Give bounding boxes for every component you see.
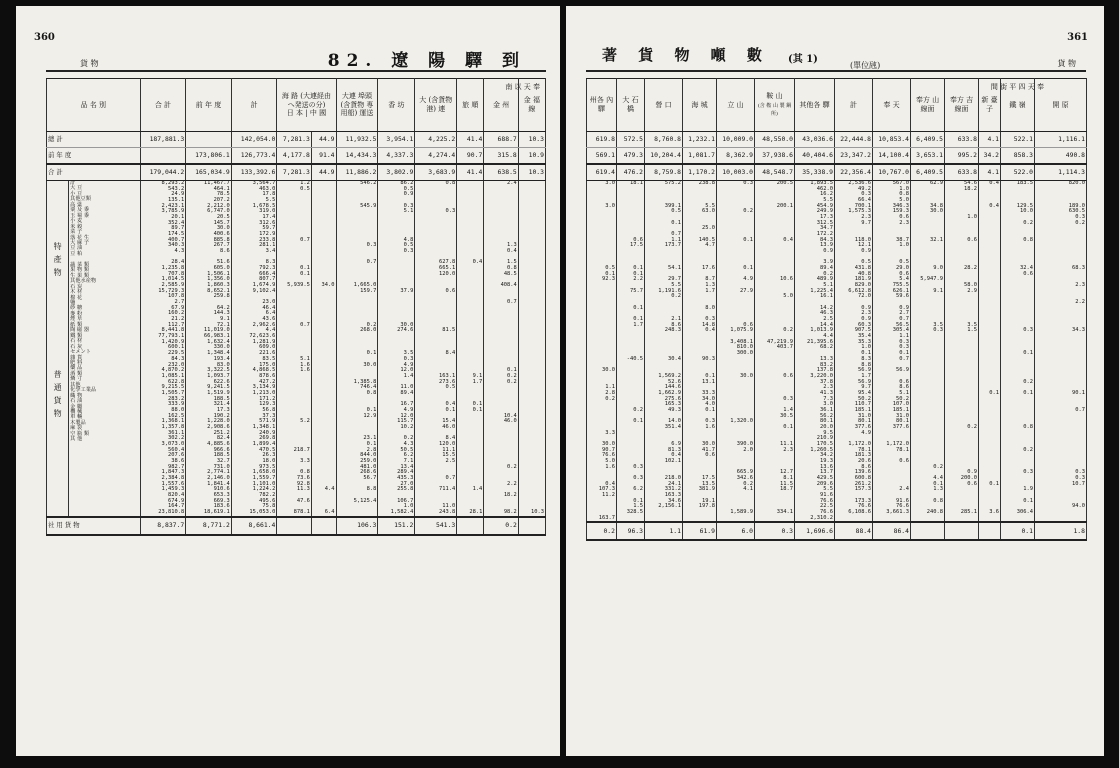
cell: 6,409.5 (911, 132, 945, 148)
cell: 91.4 (311, 148, 336, 165)
cell: 7,281.3 (277, 132, 311, 148)
cell: 6,409.5 (911, 164, 945, 181)
col-values: 238.8 5.5 63.0 25.0 140.5 4.7 17.6 8.7 1.3 1.7 8.0 0.3 14.8 0.4 90.3 0.1 13.1 33.3 34.0 4.0 0.1 0.3 1.6 30.0 41.7 0.6 17.5 13.5 381.9 19.1 197.8 (683, 181, 717, 523)
cell: 8,759.8 (645, 164, 683, 181)
cell: 10,003.0 (717, 164, 755, 181)
col-sea-values: 3,564.7 463.0 17.8 5.5 1,678.5 319.0 17.4 312.6 59.7 172.9 233.8 281.1 3.4 8.3 792.3 666.4 807.7 1,674.9 9,102.4 23.0 46.4 6.4 43.6 2,962.6 4.4 72,623.6 1,281.9 609.0 221.6 83.5 175.0 4,868.5 878.6 427.2 3,134.9 1,213.0 171.2 129.3 56.8 37.3 571.9 1,348.1 240.9 269.8 1,899.4 470.5 26.3 18.0 973.5 1,658.0 1,559.7 1,101.0 1,224.2 782.2 495.6 75.8 15,053.0 (231, 181, 277, 517)
col-head-lushun: 旅 順 (457, 79, 484, 132)
col-head: 奉 天 (873, 79, 911, 132)
col-values: 18.1 0.6 17.5 0.1 0.1 2.2 75.7 0.1 0.1 1.7 -40.5 0.2 0.1 0.3 0.3 6.2 0.1 1.5 328.5 (617, 181, 645, 523)
col-head-anshan: 鞍 山 (766, 91, 783, 100)
cell: 96.3 (617, 522, 645, 540)
cell (945, 522, 979, 540)
cell: 1,116.1 (1035, 132, 1087, 148)
cell: 43,036.6 (795, 132, 835, 148)
col-head: 其他各 驛 (795, 79, 835, 132)
cell: 4,225.2 (415, 132, 457, 148)
cell: 86.4 (873, 522, 911, 540)
col-head: 奉方 吉 線面 (945, 79, 979, 132)
cell: 6.0 (717, 522, 755, 540)
title-text-left: 遼 陽 驛 到 (391, 51, 526, 71)
col-lushun-values: 0.4 9.1 1.7 0.1 0.1 1.4 28.1 (457, 181, 484, 517)
col-values: 0.3 0.2 0.1 0.1 4.9 27.9 0.6 1,075.9 3,408.1 810.0 300.0 30.0 1,320.0 390.0 2.0 665.9 342.6 0.2 4.1 1,589.9 (717, 181, 755, 523)
cell: 569.1 (587, 148, 617, 165)
col-dalian2-values: 0.8 0.3 627.8 665.1 120.0 0.6 81.5 8.4 163.1 273.6 0.5 0.4 0.1 15.4 46.0 8.4 120.0 11.1 15.5 2.5 0.7 711.4 11.0 243.8 (415, 181, 457, 517)
cell: 4,177.8 (277, 148, 311, 165)
col-values: 567.0 1.0 0.8 5.0 346.3 159.3 0.6 2.3 38.7 1.0 0.5 29.0 0.6 5.4 755.5 626.1 59.6 0.9 2.7 0.7 56.5 305.4 1.1 0.3 0.3 0.1 0.7 56.9 0.6 8.6 5.1 50.2 107.0 185.1 31.0 80.1 377.6 1,172.0 78.1 0.6 2.4 91.6 76.6 3,661.3 (873, 181, 911, 523)
cell: 522.1 (1001, 132, 1035, 148)
cell: 106.3 (336, 517, 378, 535)
col-head: 州各 內驛 (587, 79, 617, 132)
cell: 4,337.3 (378, 148, 415, 165)
col-prev-values: 11,467.7 464.1 78.5 207.2 2,212.0 6,747.0 20.5 145.7 30.0 400.6 885.8 267.7 8.6 51.6 605.0 1,506.1 1,356.0 1,860.3 8,652.1 259.8 64.2 144.3 9.1 72.1 11,019.0 66,983.1 1,632.4 330.0 1,348.4 193.4 83.0 3,322.5 1,093.7 622.6 9,241.5 1,519.9 188.5 321.4 17.3 190.2 1,228.0 2,908.6 251.2 82.4 4,885.6 966.6 188.5 32.7 731.0 2,774.1 2,146.0 1,841.4 910.6 653.3 669.3 183.6 18,619.1 (186, 181, 232, 517)
group-general-goods: 普 通 貨 物 (53, 370, 62, 418)
cell: 1,696.6 (795, 522, 835, 540)
cell (518, 517, 545, 535)
cell: 10,767.0 (873, 164, 911, 181)
footer-row-left (47, 517, 546, 535)
cell (186, 132, 232, 148)
cell (457, 517, 484, 535)
cell: 522.0 (1001, 164, 1035, 181)
summary-row-prev (47, 148, 546, 165)
cell: 8,362.9 (717, 148, 755, 165)
cell: 10.3 (518, 164, 545, 181)
group-special-products: 特 產 物 (53, 242, 62, 277)
cell: 1.1 (645, 522, 683, 540)
col-head-item: 品 名 別 (47, 79, 141, 132)
col-dalian-values: 546.2 545.9 0.3 0.7 1,665.0 159.7 0.2 268.0 0.1 30.0 1,385.8 746.4 0.8 0.1 12.9 23.1 0.1 2.8 844.0 259.0 481.0 268.6 56.7 8.8 5,125.4 (336, 181, 378, 517)
header-row-left (47, 79, 546, 132)
cell: 3,954.1 (378, 132, 415, 148)
seaport-jp-label: 日 本 (286, 109, 304, 118)
col-values: 1,893.5 462.0 16.2 5.5 454.9 249.9 17.3 312.5 34.7 172.2 84.3 13.9 0.9 3.9 89.4 0.2 489.9 5.1 1,225.4 16.1 14.2 46.3 2.5 14.4 1,013.9 4.4 21,395.6 68.2 13.3 83.2 137.8 3,220.0 37.8 2.3 41.3 7.3 3.0 36.1 56.2 80.1 20.0 9.5 210.9 170.5 1,260.5 34.2 19.3 13.6 13.7 429.5 209.6 5.5 91.6 76.6 22.5 76.6 2,310.2 (795, 181, 835, 523)
col-head-sea-total: 計 (231, 79, 277, 132)
body-row-right (587, 181, 1087, 523)
cell: 490.8 (1035, 148, 1087, 165)
cell: 0.1 (1001, 522, 1035, 540)
cell: 61.9 (683, 522, 717, 540)
cell: 479.3 (617, 148, 645, 165)
cell: 8,661.4 (231, 517, 277, 535)
cell: 638.5 (484, 164, 518, 181)
cell: 151.2 (378, 517, 415, 535)
summary-row-total (47, 132, 546, 148)
col-head-jinxian: 金 福 線 (518, 79, 545, 132)
col-jinxian-values: 10.3 (518, 181, 545, 517)
col-head: 開 原 (1035, 79, 1087, 132)
running-head-left: 貨 物 (80, 59, 99, 68)
cell: 8,760.8 (645, 132, 683, 148)
cell: 541.3 (415, 517, 457, 535)
top-rule-right (586, 70, 1086, 72)
cell: 0.2 (587, 522, 617, 540)
col-values: 200.5 200.1 0.4 10.6 5.0 0.2 47,219.9 403.7 0.6 0.3 1.4 30.5 0.1 11.1 2.3 12.7 8.1 11.5 18.7 334.1 (755, 181, 795, 523)
cell: 0.2 (484, 517, 518, 535)
body-row-left (47, 181, 546, 517)
cell: 995.2 (945, 148, 979, 165)
freight-table-left (46, 78, 546, 536)
cell: 41.4 (457, 164, 484, 181)
cell: 14,100.4 (873, 148, 911, 165)
top-rule-left (46, 70, 546, 72)
region-header-left: 南 以 天 奉 (505, 83, 540, 91)
cell: 44.9 (311, 132, 336, 148)
summary-label: 前 年 度 (47, 148, 141, 165)
part-label: (其 1) (788, 54, 818, 65)
cell: 10,853.4 (873, 132, 911, 148)
col-head: 計 (835, 79, 873, 132)
item-names: 計 大 豆 小 豆 其他豆類 高 粱 粟 及 黍 玉 蜀 黍 小 麦 米 穀 菜 子 落 花 生 大 麻 子 豆 油 豆 粕 蔬 菜 類 果 物 類 生 果 類 其他水産物 石 炭 木 材 棉 花 鹽 砂 糖 麥 粉 煙 草 紙 類 陶 磁 器 鐵 類 石 材 石 灰 セメント 雜 貨 肥 料 藥 品 酒 類 燐 寸 其他 化學工業品 織 物 石 油 金 屬 機 械 車 輛 木製品 麻 袋 空 瓶 類 其 他 (69, 181, 140, 517)
col-head: 大 石 橋 (617, 79, 645, 132)
region-header-right: 間 街 平 四 天 奉 (990, 83, 1044, 91)
col-head (755, 79, 795, 132)
right-page (566, 6, 1104, 756)
summary-row-subtotal (47, 164, 546, 181)
cell: 37,938.6 (755, 148, 795, 165)
header-row-right (587, 79, 1087, 132)
cell: 7,281.3 (277, 164, 311, 181)
col-values: 820.0 189.0 630.5 0.3 0.2 68.3 2.3 2.2 34.3 90.1 0.7 0.3 0.3 10.7 94.0 (1035, 181, 1087, 523)
cell: 10.9 (518, 148, 545, 165)
cell: 3,683.9 (415, 164, 457, 181)
cell: 8,771.2 (186, 517, 232, 535)
cell: 1.8 (1035, 522, 1087, 540)
table-title-left (328, 46, 526, 71)
col-head-prev: 前 年 度 (186, 79, 232, 132)
group-labels (47, 181, 69, 517)
col-total-values: 8,293.2 543.2 24.9 135.1 2,423.1 3,785.9 20.1 352.4 89.7 174.5 400.7 340.3 4.3 28.4 1,235.8 707.8 1,014.5 2,585.9 15,729.3 107.8 2.7 67.9 160.2 21.2 112.7 8,441.8 77,793.1 1,420.9 600.1 229.5 84.3 232.0 4,870.2 1,085.1 622.8 9,215.5 1,505.7 283.2 333.9 88.0 162.5 1,368.1 1,357.8 361.1 302.2 3,073.0 560.4 207.6 38.6 982.7 1,847.3 2,384.8 1,557.6 1,459.3 820.4 674.9 164.7 23,810.8 (140, 181, 186, 517)
col-head-dalian2: 大 (含貨物 港) 連 (415, 79, 457, 132)
col-cn-values: 34.0 4.4 6.4 (311, 181, 336, 517)
freight-table-right (586, 78, 1087, 541)
cell: 0.3 (755, 522, 795, 540)
col-values: 575.2 399.1 0.5 0.1 0.7 1.1 173.7 54.1 29.7 5.5 1,191.6 0.2 2.1 8.6 248.3 30.4 1,569.2 52.6 144.6 1,662.9 275.6 165.3 49.3 14.0 351.4 6.9 81.3 0.4 102.1 218.0 24.1 331.2 163.3 34.6 2,156.1 (645, 181, 683, 523)
col-head: 營 口 (645, 79, 683, 132)
cell: 88.4 (835, 522, 873, 540)
col-xiangfang-values: 86.2 0.5 0.9 0.3 5.1 4.8 0.5 0.3 37.9 30.0 274.6 3.5 0.3 4.9 12.0 1.4 11.0 89.4 16.7 4.9 12.0 115.7 10.2 0.2 4.3 50.5 6.2 7.1 13.4 289.4 435.3 27.0 255.8 106.7 1.0 1,582.4 (378, 181, 415, 517)
cell: 4,274.4 (415, 148, 457, 165)
col-head: 鐵 嶺 (1001, 79, 1035, 132)
cell: 40,404.6 (795, 148, 835, 165)
col-head-dalian: 大連 埠頭 (含貨物 専用船) 運送 (336, 79, 378, 132)
cell: 48,550.0 (755, 132, 795, 148)
cell: 3,802.9 (378, 164, 415, 181)
cell: 10,009.0 (717, 132, 755, 148)
cell: 858.3 (1001, 148, 1035, 165)
page-number-right: 361 (1067, 32, 1088, 43)
cell: 315.8 (484, 148, 518, 165)
cell: 44.9 (311, 164, 336, 181)
col-values: 183.5 129.5 10.0 0.2 0.8 32.4 0.6 0.3 0.1 0.2 0.1 0.8 0.2 0.3 1.9 0.1 306.4 (1001, 181, 1035, 523)
cell: 4.1 (979, 164, 1001, 181)
summary-label: 合 計 (47, 164, 141, 181)
col-values: 0.4 0.4 0.1 0.1 3.6 (979, 181, 1001, 523)
cell: 633.8 (945, 132, 979, 148)
summary-row-prev-right (587, 148, 1087, 165)
cell: 41.4 (457, 132, 484, 148)
cell: 173,806.1 (186, 148, 232, 165)
cell: 35,338.9 (795, 164, 835, 181)
page-number-left: 360 (34, 32, 55, 43)
cell: 14,434.3 (336, 148, 378, 165)
col-head: 立 山 (717, 79, 755, 132)
cell: 572.5 (617, 132, 645, 148)
cell: 619.8 (587, 132, 617, 148)
cell: 633.8 (945, 164, 979, 181)
cell: 688.7 (484, 132, 518, 148)
table-number: 82. (327, 51, 379, 71)
col-values: 54.6 18.2 1.0 0.6 28.2 58.0 2.9 3.5 1.5 0.2 0.9 200.0 0.6 285.1 (945, 181, 979, 523)
col-head-anshan-note: (含 鞍 山 製 鋼 所) (757, 102, 792, 118)
cell (311, 517, 336, 535)
summary-row-subtotal-right (587, 164, 1087, 181)
cell: 1,170.2 (683, 164, 717, 181)
cell: 1,114.3 (1035, 164, 1087, 181)
cell (911, 522, 945, 540)
footer-label: 社 用 貨 物 (47, 517, 141, 535)
running-head-right: 貨 物 (1057, 59, 1076, 68)
cell: 11,932.5 (336, 132, 378, 148)
cell: 22,444.8 (835, 132, 873, 148)
cell: 1,081.7 (683, 148, 717, 165)
cell: 10,204.4 (645, 148, 683, 165)
cell: 48,548.7 (755, 164, 795, 181)
table-title-right: 著 貨 物 噸 數 (602, 46, 770, 64)
col-values: 3.0 3.0 0.5 0.1 92.3 30.0 1.1 2.8 0.2 3.3 30.0 90.7 76.6 5.0 1.6 0.4 107.3 11.2 163.7 (587, 181, 617, 523)
cell: 165,034.9 (186, 164, 232, 181)
cell (277, 517, 311, 535)
footer-row-right (587, 522, 1087, 540)
cell: 476.2 (617, 164, 645, 181)
left-page (16, 6, 560, 756)
cell: 11,886.2 (336, 164, 378, 181)
cell: 142,054.0 (231, 132, 277, 148)
col-jp-values: 1.2 0.5 0.7 0.1 0.1 5,939.5 0.7 5.1 1.6 1.6 5.2 218.7 3.3 0.8 73.6 92.8 11.3 47.6 878.1 (277, 181, 311, 517)
cell: 179,044.2 (140, 164, 186, 181)
cell: 34.2 (979, 148, 1001, 165)
cell: 90.7 (457, 148, 484, 165)
summary-row-total-right (587, 132, 1087, 148)
col-head: 奉方 山 線面 (911, 79, 945, 132)
col-head: 新 臺 子 (979, 79, 1001, 132)
cell: 10.3 (518, 132, 545, 148)
cell: 126,773.4 (231, 148, 277, 165)
col-jinzhou-values: 2.4 1.3 0.4 1.5 0.8 48.5 408.4 0.7 0.1 0.2 0.2 10.4 46.0 0.2 2.2 18.2 98.2 (484, 181, 518, 517)
col-values: 62.9 34.8 30.0 32.1 9.0 5,947.9 9.1 3.5 0.3 0.2 4.4 0.1 1.3 0.8 240.8 (911, 181, 945, 523)
seaport-cn-label: 中 國 (309, 109, 327, 118)
cell (979, 522, 1001, 540)
cell: 133,392.6 (231, 164, 277, 181)
cell: 23,347.2 (835, 148, 873, 165)
col-head-seaport: 海 路 (大連経由へ発送の分) 日 本 | 中 國 (277, 79, 336, 132)
col-values: 2,536.6 49.2 0.3 66.4 700.1 1,575.3 2.3 9.7 118.0 12.1 0.9 0.5 431.8 40.8 181.9 829.0 6,612.8 72.0 0.9 2.3 0.9 60.3 907.5 35.4 35.3 1.0 0.1 8.3 8.8 56.9 1.7 56.9 9.7 95.4 50.2 110.7 185.1 31.0 80.1 377.6 4.9 1,172.0 78.1 181.3 20.6 8.6 139.6 600.8 261.2 157.3 173.3 76.6 6,108.6 (835, 181, 873, 523)
col-head-jinzhou: 金 州 (484, 79, 518, 132)
cell: 3,653.1 (911, 148, 945, 165)
summary-label: 總 計 (47, 132, 141, 148)
cell (140, 148, 186, 165)
cell: 1,232.1 (683, 132, 717, 148)
col-head-total: 合 計 (140, 79, 186, 132)
cell: 8,837.7 (140, 517, 186, 535)
cell: 619.4 (587, 164, 617, 181)
unit-label: (單位瓲) (850, 61, 881, 70)
cell: 4.1 (979, 132, 1001, 148)
cell: 187,881.3 (140, 132, 186, 148)
col-head: 海 城 (683, 79, 717, 132)
seaport-group-label: 海 路 (大連経由へ発送の分) (281, 91, 332, 109)
cell: 22,356.4 (835, 164, 873, 181)
col-head-xiangfang: 香 坊 (378, 79, 415, 132)
